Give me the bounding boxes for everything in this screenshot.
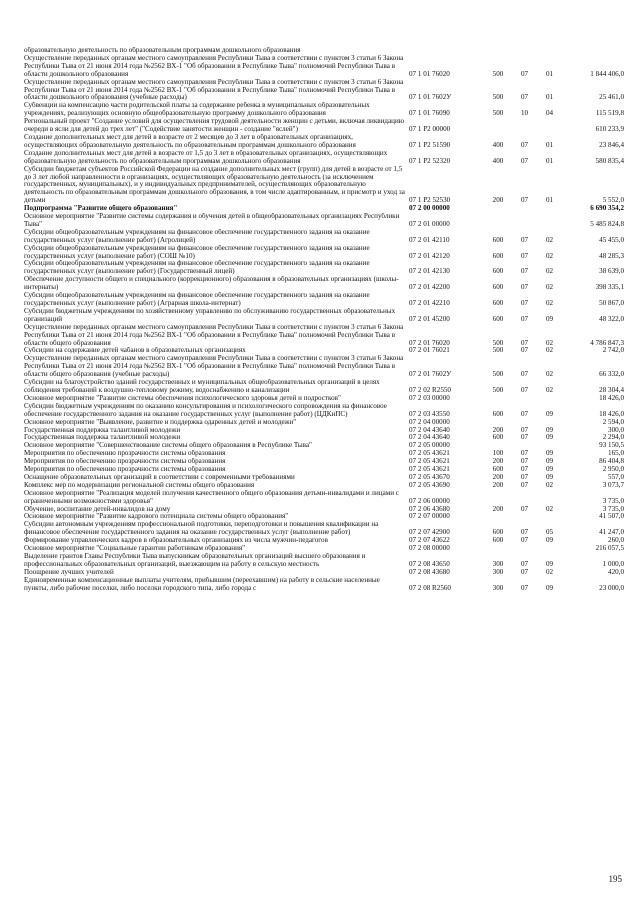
row-subsection: 02 — [545, 235, 554, 244]
row-section — [512, 513, 537, 521]
row-code: 07 2 04 00000 — [409, 418, 450, 426]
row-name: Основное мероприятие "Развитие системы обеспечения психологического здоровья детей и подростков" — [24, 394, 341, 402]
table-row — [24, 229, 624, 245]
row-amount: 38 639,0 — [599, 267, 624, 276]
row-amount: 4 786 847,3 — [590, 338, 624, 347]
row-expense-type: 500 — [492, 109, 504, 118]
row-section: 07 — [520, 196, 529, 205]
row-amount: 18 426,0 — [599, 409, 624, 418]
row-name: Основное мероприятие "Реализация моделей получения качественного общего образования детьми-инвалидами и лицами с ограниченными возможностями здоровья" — [24, 489, 399, 505]
row-expense-type: 500 — [492, 338, 504, 347]
row-amount: 5 552,0 — [602, 196, 624, 205]
row-amount: 25 461,0 — [599, 93, 624, 102]
row-section — [512, 118, 537, 134]
row-name: Субсидии автономным учреждениям профессиональной подготовки, переподготовки и повышения квалификации на финансовое обеспечение государственного задания на оказание государственных услуг (выполнение работ) — [24, 521, 379, 537]
row-expense-type: 200 — [492, 426, 504, 434]
row-subsection — [537, 47, 562, 55]
row-code: 07 2 05 43670 — [409, 473, 450, 481]
row-subsection: 09 — [545, 409, 554, 418]
table-row — [24, 521, 624, 537]
row-amount: 86 404,8 — [599, 458, 624, 466]
table-row — [24, 442, 624, 450]
row-code: 07 2 05 43621 — [409, 450, 450, 458]
row-name: Обеспечение доступности общего и специального (коррекционного) образования в образовательных организациях (школы-интернаты) — [24, 276, 399, 292]
row-amount: 580 835,4 — [595, 156, 624, 165]
row-code: 07 2 05 43621 — [409, 466, 450, 474]
row-amount: 610 233,9 — [595, 125, 624, 134]
row-expense-type: 200 — [492, 473, 504, 481]
row-section: 07 — [520, 156, 529, 165]
table-row — [24, 308, 624, 324]
row-subsection: 02 — [545, 283, 554, 292]
table-row — [24, 490, 624, 506]
row-expense-type: 200 — [492, 458, 504, 466]
row-subsection: 09 — [545, 473, 554, 481]
row-subsection: 02 — [545, 505, 554, 513]
table-row — [24, 55, 624, 79]
row-section: 07 — [520, 537, 529, 545]
table-row — [24, 213, 624, 229]
row-amount: 300,0 — [608, 426, 624, 434]
row-expense-type — [484, 205, 512, 213]
row-section — [512, 545, 537, 553]
row-section — [512, 205, 537, 213]
row-amount: 3 073,7 — [602, 481, 624, 489]
row-expense-type: 600 — [492, 466, 504, 474]
row-code: 07 1 P2 51590 — [409, 140, 451, 149]
row-section: 07 — [520, 559, 529, 568]
row-code: 07 2 00 00000 — [409, 205, 450, 213]
table-row — [24, 355, 624, 379]
row-section — [512, 419, 537, 427]
row-section — [512, 47, 537, 55]
row-name: Основное мероприятие "Социальные гарантии работникам образования" — [24, 545, 246, 553]
row-section: 07 — [520, 69, 529, 78]
table-row — [24, 150, 624, 166]
row-name: Субсидии на благоустройство зданий государственных и муниципальных общеобразовательных организаций в целях соблюдения требований к воздушно-тепловому режиму, водоснабжению и канализации — [24, 379, 380, 394]
row-amount: 2 742,0 — [602, 347, 624, 355]
row-expense-type: 600 — [492, 409, 504, 418]
table-row — [24, 205, 624, 213]
row-name: Мероприятия по обеспечению прозрачности системы образования — [24, 450, 226, 458]
row-section: 07 — [520, 385, 529, 394]
row-expense-type — [484, 419, 512, 427]
row-name: Единовременные компенсационные выплаты учителям, прибывшим (переехавшим) на работу в сельские населенные пункты, либо рабочие поселки, либо поселки городского типа, либо города с — [24, 576, 380, 592]
row-expense-type — [484, 395, 512, 403]
row-section: 07 — [520, 473, 529, 481]
row-subsection — [537, 395, 562, 403]
row-subsection: 02 — [545, 267, 554, 276]
row-code: 07 1 P2 00000 — [409, 125, 451, 134]
row-subsection: 09 — [545, 559, 554, 568]
row-name: Осуществление переданных органам местного самоуправления Республики Тыва в соответствии с пунктом 3 статьи 6 Закона Республики Тыва от 21 июня 2014 года №2562 ВХ-1 "Об образовании в Республике Тыва" полномочий Республики Тыва в области общего образования — [24, 323, 404, 347]
row-amount: 3 735,0 — [602, 505, 624, 513]
row-expense-type — [484, 442, 512, 450]
row-name: Субсидии на содержание детей чабанов в образовательных организациях — [24, 347, 246, 355]
page-number: 195 — [608, 874, 622, 884]
row-code: 07 2 06 43680 — [409, 505, 450, 513]
table-row — [24, 347, 624, 355]
row-code: 07 2 01 42210 — [409, 299, 450, 307]
row-amount: 23 000,0 — [599, 583, 624, 592]
row-subsection: 09 — [545, 450, 554, 458]
row-expense-type: 600 — [492, 267, 504, 276]
row-section: 07 — [520, 583, 529, 592]
row-section: 07 — [520, 314, 529, 323]
row-section: 07 — [520, 466, 529, 474]
row-name: Основное мероприятие "Развитие системы содержания и обучения детей в общеобразовательных организациях Республики Тыва" — [24, 213, 400, 228]
row-name: Государственная поддержка талантливой молодежи — [24, 426, 181, 434]
row-section: 07 — [520, 434, 529, 442]
row-code — [409, 47, 484, 55]
row-subsection: 01 — [545, 196, 554, 205]
row-code: 07 2 02 R2550 — [409, 385, 451, 394]
row-subsection: 01 — [545, 93, 554, 102]
row-expense-type: 300 — [492, 568, 504, 576]
row-expense-type: 600 — [492, 283, 504, 292]
row-code: 07 2 01 76020 — [409, 338, 450, 347]
row-subsection: 05 — [545, 528, 554, 537]
row-amount: 115 519,8 — [595, 109, 624, 118]
row-name: Осуществление переданных органам местного самоуправления Республики Тыва в соответствии с пунктом 3 статьи 6 Закона Республики Тыва от 21 июня 2014 года №2562 ВХ-1 "Об образовании в Республике Тыва" полномочий Республики Тыва в области общего образования (учебные расходы) — [24, 355, 404, 379]
row-subsection: 04 — [545, 109, 554, 118]
table-row — [24, 403, 624, 419]
row-name: Осуществление переданных органам местного самоуправления Республики Тыва в соответствии с пунктом 3 статьи 6 Закона Республики Тыва от 21 июня 2014 года №2562 ВХ-1 "Об образовании в Республике Тыва" полномочий Республики Тыва в области дошкольного образования (учебные расходы) — [24, 78, 404, 102]
row-name: Обучение, воспитание детей-инвалидов на дому — [24, 505, 171, 513]
row-subsection — [537, 545, 562, 553]
table-row — [24, 166, 624, 206]
row-amount: 93 150,5 — [599, 442, 624, 450]
row-section: 07 — [520, 481, 529, 489]
row-subsection: 02 — [545, 385, 554, 394]
table-row — [24, 482, 624, 490]
row-section: 07 — [520, 568, 529, 576]
row-amount: 18 426,0 — [599, 394, 624, 402]
row-name: Региональный проект "Создание условий для осуществления трудовой деятельности женщин с детьми, включая ликвидацию очереди в ясли для детей до трех лет" ("Содействие занятости женщин - создание "яслей") — [24, 118, 405, 134]
row-amount: 260,0 — [608, 537, 624, 545]
row-name: Субсидии общеобразовательным учреждениям на финансовое обеспечение государственного задания на оказание государственных услуг (выполнение работ) (Государственный лицей) — [24, 260, 370, 276]
row-code: 07 2 08 00000 — [409, 545, 450, 553]
row-subsection: 02 — [545, 338, 554, 347]
row-amount: 50 867,0 — [599, 299, 624, 307]
row-code: 07 2 01 45200 — [409, 314, 450, 323]
row-name: Комплекс мер по модернизации региональной системы общего образования — [24, 481, 255, 489]
row-name: Создание дополнительных мест для детей в возрасте от 1,5 до 3 лет в образовательных организациях, осуществляющих образовательную деятельность по образовательным программам дошкольного образования — [24, 149, 388, 165]
row-amount: 1 000,0 — [602, 559, 624, 568]
row-expense-type: 600 — [492, 314, 504, 323]
row-subsection — [537, 213, 562, 229]
row-section: 07 — [520, 528, 529, 537]
row-subsection: 02 — [545, 481, 554, 489]
row-name: Подпрограмма "Развитие общего образования" — [24, 205, 178, 213]
row-section: 07 — [520, 426, 529, 434]
row-section: 07 — [520, 235, 529, 244]
row-expense-type: 500 — [492, 93, 504, 102]
row-name: Формирование управленческих кадров в образовательных организациях из числа мужчин-педагогов — [24, 537, 328, 545]
table-row — [24, 537, 624, 545]
row-subsection — [537, 513, 562, 521]
row-code: 07 2 01 42120 — [409, 251, 450, 260]
row-amount: 48 322,0 — [599, 314, 624, 323]
row-subsection: 09 — [545, 434, 554, 442]
row-amount: 23 846,4 — [599, 140, 624, 149]
row-section: 07 — [520, 450, 529, 458]
row-section: 07 — [520, 267, 529, 276]
row-expense-type — [484, 47, 512, 55]
row-name: Субсидии бюджетам субъектов Российской Федерации на создание дополнительных мест (групп) для детей в возрасте от 1,5 до 3 лет любой направленности в организациях, осуществляющих образовательную деятельность (за исключением государственных, муниципальных), и у индивидуальных предпринимателей, осуществляющих образовательную деятельность по образовательным программам дошкольного образования, в том числе адаптированным, и присмотр и уход за детьми — [24, 165, 405, 205]
row-expense-type: 600 — [492, 528, 504, 537]
row-expense-type: 200 — [492, 481, 504, 489]
row-subsection: 09 — [545, 466, 554, 474]
row-amount: 216 057,5 — [595, 545, 624, 553]
row-subsection: 02 — [545, 568, 554, 576]
row-section: 07 — [520, 338, 529, 347]
row-code: 07 2 01 7602У — [409, 370, 452, 379]
row-expense-type: 600 — [492, 251, 504, 260]
row-name: Субвенции на компенсацию части родительской платы за содержание ребенка в муниципальных образовательных учреждениях, реализующих основную общеобразовательную программу дошкольного образования — [24, 102, 370, 118]
row-amount: 6 690 354,2 — [590, 205, 624, 213]
row-code: 07 2 04 43640 — [409, 434, 450, 442]
row-code: 07 2 05 00000 — [409, 442, 450, 450]
table-row — [24, 118, 624, 134]
row-expense-type: 300 — [492, 559, 504, 568]
row-subsection: 02 — [545, 299, 554, 307]
row-expense-type: 300 — [492, 583, 504, 592]
row-subsection — [537, 205, 562, 213]
row-amount: 398 335,1 — [595, 283, 624, 292]
row-amount: 2 594,0 — [602, 418, 624, 426]
row-code: 07 2 06 00000 — [409, 496, 450, 505]
row-name: Субсидии бюджетным учреждениям по хозяйственному управлению по обслуживанию государственных образовательных организаций — [24, 307, 396, 323]
table-row — [24, 458, 624, 466]
row-code: 07 2 08 43650 — [409, 559, 450, 568]
table-row — [24, 474, 624, 482]
row-code: 07 2 08 43680 — [409, 568, 450, 576]
row-section: 07 — [520, 140, 529, 149]
table-row — [24, 434, 624, 442]
row-name: Основное мероприятие "Выявление, развитие и поддержка одаренных детей и молодежи" — [24, 418, 297, 426]
row-expense-type: 400 — [492, 156, 504, 165]
table-row — [24, 506, 624, 514]
table-row — [24, 419, 624, 427]
row-code: 07 2 01 00000 — [409, 219, 450, 228]
table-row — [24, 276, 624, 292]
row-expense-type: 500 — [492, 370, 504, 379]
row-code: 07 1 P2 52320 — [409, 156, 451, 165]
row-subsection: 02 — [545, 370, 554, 379]
row-code: 07 2 07 00000 — [409, 513, 450, 521]
row-subsection — [537, 442, 562, 450]
table-row — [24, 427, 624, 435]
row-code: 07 1 01 76020 — [409, 69, 450, 78]
row-expense-type — [484, 513, 512, 521]
row-expense-type: 600 — [492, 299, 504, 307]
row-code: 07 2 05 43690 — [409, 481, 450, 489]
row-name: Субсидии общеобразовательным учреждениям на финансовое обеспечение государственного задания на оказание государственных услуг (выполнение работ) (Аграрная школа-интернат) — [24, 292, 370, 307]
row-amount: 2 950,0 — [602, 466, 624, 474]
row-code: 07 2 07 42900 — [409, 528, 450, 537]
table-row — [24, 466, 624, 474]
row-name: Основное мероприятие "Совершенствование системы общего образования в Республике Тыва" — [24, 442, 312, 450]
row-name: Субсидии общеобразовательным учреждениям на финансовое обеспечение государственного задания на оказание государственных услуг (выполнение работ) (СОШ №10) — [24, 244, 370, 260]
row-amount: 45 455,0 — [599, 235, 624, 244]
table-row — [24, 102, 624, 118]
row-name: Мероприятия по обеспечению прозрачности системы образования — [24, 466, 226, 474]
row-code: 07 2 07 43622 — [409, 537, 450, 545]
table-row — [24, 450, 624, 458]
row-expense-type: 200 — [492, 505, 504, 513]
row-section: 07 — [520, 370, 529, 379]
table-row — [24, 545, 624, 553]
row-name: Осуществление переданных органам местного самоуправления Республики Тыва в соответствии с пунктом 3 статьи 6 Закона Республики Тыва от 21 июня 2014 года №2562 ВХ-1 "Об образовании в Республике Тыва" полномочий Республики Тыва в области дошкольного образования — [24, 54, 404, 78]
row-expense-type — [484, 490, 512, 506]
row-amount: 5 485 824,8 — [590, 219, 624, 228]
row-section: 07 — [520, 458, 529, 466]
table-row — [24, 513, 624, 521]
table-row — [24, 553, 624, 569]
row-expense-type: 500 — [492, 385, 504, 394]
row-expense-type: 100 — [492, 450, 504, 458]
row-subsection: 01 — [545, 69, 554, 78]
row-amount: 165,0 — [608, 450, 624, 458]
row-name: Создание дополнительных мест для детей в возрасте от 2 месяцев до 3 лет в образовательных организациях, осуществляющих образовательную деятельность по образовательным программам дошкольного образования — [24, 133, 356, 149]
row-code: 07 1 P2 52530 — [409, 196, 451, 205]
row-code: 07 2 01 42110 — [409, 235, 450, 244]
row-name: Выделение грантов Главы Республики Тыва выпускникам образовательных организаций высшего образования и профессиональных образовательных организаций, выезжающим на работу в сельскую местность — [24, 553, 366, 568]
row-code: 07 2 04 43640 — [409, 426, 450, 434]
row-amount: 28 304,4 — [599, 385, 624, 394]
row-expense-type: 400 — [492, 140, 504, 149]
row-code: 07 2 03 43550 — [409, 409, 450, 418]
row-expense-type: 600 — [492, 434, 504, 442]
row-subsection: 09 — [545, 458, 554, 466]
row-code: 07 2 08 R2560 — [409, 583, 451, 592]
row-subsection: 02 — [545, 347, 554, 355]
table-row — [24, 134, 624, 150]
row-subsection — [537, 490, 562, 506]
row-expense-type: 600 — [492, 235, 504, 244]
row-section: 07 — [520, 251, 529, 260]
row-section: 07 — [520, 347, 529, 355]
row-amount: 1 844 406,0 — [590, 69, 624, 78]
row-code: 07 2 01 76021 — [409, 347, 450, 355]
row-section — [512, 213, 537, 229]
row-amount: 41 507,0 — [599, 513, 624, 521]
row-code: 07 2 05 43621 — [409, 458, 450, 466]
row-section — [512, 442, 537, 450]
row-section: 10 — [520, 109, 529, 118]
row-amount: 3 735,0 — [602, 496, 624, 505]
row-amount: 66 332,0 — [599, 370, 624, 379]
row-section — [512, 395, 537, 403]
row-amount: 420,0 — [608, 568, 624, 576]
row-expense-type: 500 — [492, 347, 504, 355]
row-expense-type: 200 — [492, 196, 504, 205]
row-name: Оснащение образовательных организаций в соответствии с современными требованиями — [24, 473, 295, 481]
row-code: 07 2 03 00000 — [409, 394, 450, 402]
row-section: 07 — [520, 505, 529, 513]
table-row — [24, 569, 624, 577]
row-expense-type — [484, 213, 512, 229]
table-row — [24, 47, 624, 55]
row-subsection — [537, 118, 562, 134]
row-subsection: 02 — [545, 251, 554, 260]
row-subsection — [537, 419, 562, 427]
row-code: 07 2 01 42130 — [409, 267, 450, 276]
row-subsection: 09 — [545, 314, 554, 323]
row-amount: 557,0 — [608, 473, 624, 481]
row-amount — [562, 47, 624, 55]
table-row — [24, 379, 624, 395]
row-name: Субсидии общеобразовательным учреждениям на финансовое обеспечение государственного задания на оказание государственных услуг (выполнение работ) (Агролицей) — [24, 228, 370, 244]
table-row — [24, 324, 624, 348]
row-code: 07 1 01 76090 — [409, 109, 450, 118]
row-section: 07 — [520, 409, 529, 418]
row-code: 07 2 01 42200 — [409, 283, 450, 292]
budget-table-body — [24, 47, 624, 593]
row-section: 07 — [520, 283, 529, 292]
table-row — [24, 292, 624, 308]
table-row — [24, 260, 624, 276]
row-expense-type: 500 — [492, 69, 504, 78]
row-subsection: 01 — [545, 156, 554, 165]
budget-table — [24, 47, 624, 593]
row-section: 07 — [520, 93, 529, 102]
row-name: Основное мероприятие "Развитие кадрового потенциала системы общего образования" — [24, 513, 289, 521]
row-amount: 41 247,0 — [599, 528, 624, 537]
row-subsection: 09 — [545, 583, 554, 592]
row-name: Государственная поддержка талантливой молодежи — [24, 434, 181, 442]
row-name: Мероприятия по обеспечению прозрачности системы образования — [24, 458, 226, 466]
row-subsection: 01 — [545, 140, 554, 149]
table-row — [24, 577, 624, 593]
row-name: Субсидии бюджетным учреждениям по оказанию консультирования и психологического сопровождения на финансовое обеспечение государственного задания на оказание государственных услуг (выполнение работ) (ЦДКиПС) — [24, 402, 387, 418]
row-expense-type — [484, 545, 512, 553]
table-row — [24, 79, 624, 103]
row-code: 07 1 01 7602У — [409, 93, 452, 102]
row-section: 07 — [520, 299, 529, 307]
row-section — [512, 490, 537, 506]
row-subsection: 09 — [545, 537, 554, 545]
table-row — [24, 245, 624, 261]
row-subsection: 09 — [545, 426, 554, 434]
row-expense-type: 600 — [492, 537, 504, 545]
row-expense-type — [484, 118, 512, 134]
row-amount: 2 294,0 — [602, 434, 624, 442]
row-name: образовательную деятельность по образовательным программам дошкольного образования — [24, 47, 301, 54]
row-amount: 48 285,3 — [599, 251, 624, 260]
table-row — [24, 395, 624, 403]
row-name: Поощрение лучших учителей — [24, 568, 114, 576]
